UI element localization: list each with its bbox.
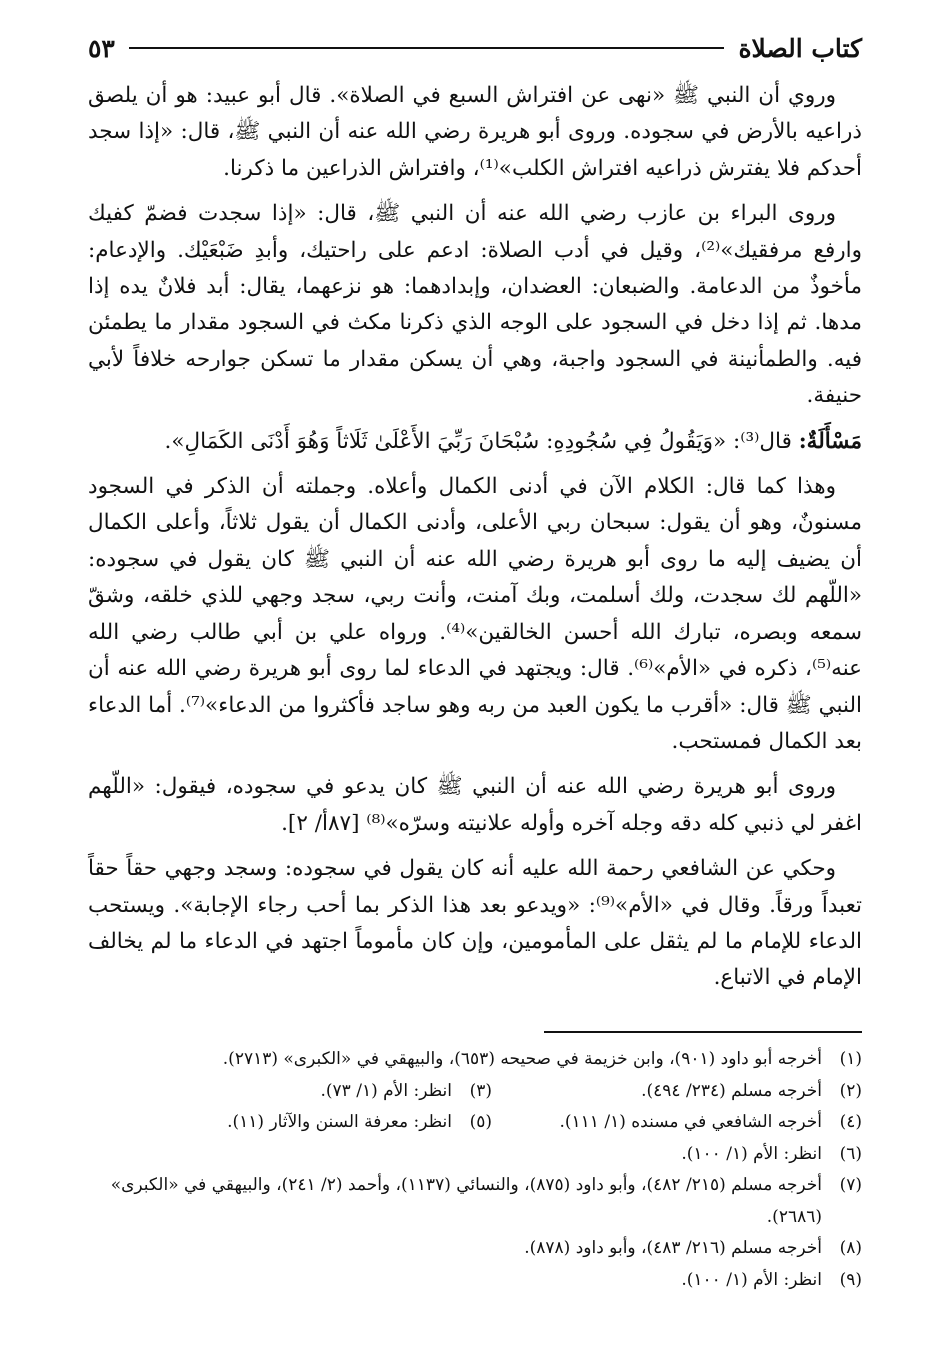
footnote: [227, 1107, 492, 1139]
footnote-text: أخرجه أبو داود (٩٠١)، وابن خزيمة في صحيحه (٦٥٣)، والبيهقي في «الكبرى» (٢٧١٣).: [222, 1049, 822, 1069]
footnote-number: (٨): [839, 1238, 862, 1258]
footnote-pair: [88, 1076, 862, 1108]
footnote-text: انظر: الأم (١/ ١٠٠).: [681, 1143, 822, 1164]
footnote-number: (٦): [839, 1143, 862, 1164]
header-rule: [129, 47, 725, 49]
footnote-number: (٧): [839, 1175, 862, 1195]
footnote-text: أخرجه مسلم (٢٣٤/ ٤٩٤).: [641, 1080, 822, 1101]
masala-text: قال⁽³⁾: «وَيَقُولُ فِي سُجُودِهِ: سُبْحَانَ رَبِّيَ الأَعْلَىٰ ثَلَاثاً وَهُوَ أَدْنَى الكَمَالِ».: [164, 428, 799, 454]
footnote: [88, 1265, 862, 1297]
footnote-text: أخرجه مسلم (٢١٥/ ٤٨٢)، وأبو داود (٨٧٥)، والنسائي (١١٣٧)، وأحمد (٢/ ٢٤١)، والبيهقي في «الكبرى» (٢٦٨٦).: [110, 1175, 822, 1227]
footnote-number: (٣): [469, 1080, 492, 1101]
footnote-separator: [544, 1031, 862, 1033]
footnotes: [88, 1044, 862, 1296]
footnote: [88, 1139, 862, 1171]
footnote-text: انظر: الأم (١/ ٧٣).: [320, 1080, 452, 1101]
page-number: ٥٣: [88, 33, 115, 63]
footnote-number: (٥): [469, 1112, 492, 1132]
paragraph: وروي أن النبي ﷺ «نهى عن افتراش السبع في الصلاة». قال أبو عبيد: هو أن يلصق ذراعيه بالأرض في سجوده. وروى أبو هريرة رضي الله عنه أن النبي ﷺ، قال: «إذا سجد أحدكم فلا يفترش ذراعيه افتراش الكلب»⁽¹⁾، وافتراش الذراعين ما ذكرنا.: [88, 83, 862, 181]
masala-label: مَسْأَلَةٌ:: [798, 428, 862, 454]
footnote-text: انظر: معرفة السنن والآثار (١١).: [227, 1112, 452, 1132]
footnote: [321, 1076, 493, 1108]
footnote: [88, 1233, 862, 1265]
paragraph: وحكي عن الشافعي رحمة الله عليه أنه كان يقول في سجوده: وسجد وجهي حقاً حقاً تعبداً ورقاً. وقال في «الأم»⁽⁹⁾: «ويدعو بعد هذا الذكر بما أحب رجاء الإجابة». ويستحب الدعاء للإمام ما لم يثقل على المأمومين، وإن كان مأموماً اجتهد في الدعاء ما لم يخالف الإمام في الاتباع.: [88, 856, 862, 991]
footnote: [88, 1170, 862, 1233]
running-header: [88, 28, 862, 68]
footnote: [492, 1076, 862, 1108]
paragraph: وروى البراء بن عازب رضي الله عنه أن النبي ﷺ، قال: «إذا سجدت فضمّ كفيك وارفع مرفقيك»⁽²⁾، وقيل في أدب الصلاة: ادعم على راحتيك، وأبدِ ضَبْعَيْك. والإدعام: مأخوذٌ من الدعامة. والضبعان: العضدان، وإبدادهما: هو نزعهما، يقال: أبد فلانٌ يده إذا مدها. ثم إذا دخل في السجود على الوجه الذي ذكرنا مكث في السجود مقدار ما يطمئن فيه. والطمأنينة في السجود واجبة، وهي أن يسكن مقدار ما تسكن جوارحه خلافاً لأبي حنيفة.: [88, 201, 863, 409]
footnote-number: (٤): [839, 1112, 862, 1132]
footnote-text: أخرجه الشافعي في مسنده (١/ ١١١).: [559, 1112, 822, 1132]
footnote-number: (٢): [839, 1080, 862, 1101]
paragraph: وروى أبو هريرة رضي الله عنه أن النبي ﷺ كان يدعو في سجوده، فيقول: «اللّهم اغفر لي ذنبي كله دقه وجله آخره وأوله علانيته وسرّه»⁽⁸⁾ [٨٧أ/ ٢].: [88, 774, 862, 836]
footnote-number: (١): [839, 1049, 862, 1069]
masala-paragraph: [88, 424, 862, 460]
main-text: [88, 78, 862, 1006]
footnote: [492, 1107, 862, 1139]
paragraph: وهذا كما قال: الكلام الآن في أدنى الكمال وأعلاه. وجملته أن الذكر في السجود مسنونٌ، وهو أن يقول: سبحان ربي الأعلى، وأدنى الكمال أن يقول ثلاثاً، وأعلى الكمال أن يضيف إليه ما روى أبو هريرة رضي الله عنه أن النبي ﷺ كان يقول في سجوده: «اللّهم لك سجدت، ولك أسلمت، وبك آمنت، وأنت ربي، سجد وجهي للذي خلقه، وشقّ سمعه وبصره، تبارك الله أحسن الخالقين»⁽⁴⁾. ورواه علي بن أبي طالب رضي الله عنه⁽⁵⁾، ذكره في «الأم»⁽⁶⁾. قال: ويجتهد في الدعاء لما روى أبو هريرة رضي الله عنه أن النبي ﷺ قال: «أقرب ما يكون العبد من ربه وهو ساجد فأكثروا من الدعاء»⁽⁷⁾. أما الدعاء بعد الكمال فمستحب.: [88, 474, 863, 754]
footnote-text: أخرجه مسلم (٢١٦/ ٤٨٣)، وأبو داود (٨٧٨).: [524, 1238, 822, 1258]
footnote: [88, 1044, 862, 1076]
footnote-text: انظر: الأم (١/ ١٠٠).: [681, 1269, 822, 1290]
footnote-number: (٩): [839, 1269, 862, 1290]
footnote-pair: [88, 1107, 862, 1139]
running-title: كتاب الصلاة: [738, 33, 862, 63]
